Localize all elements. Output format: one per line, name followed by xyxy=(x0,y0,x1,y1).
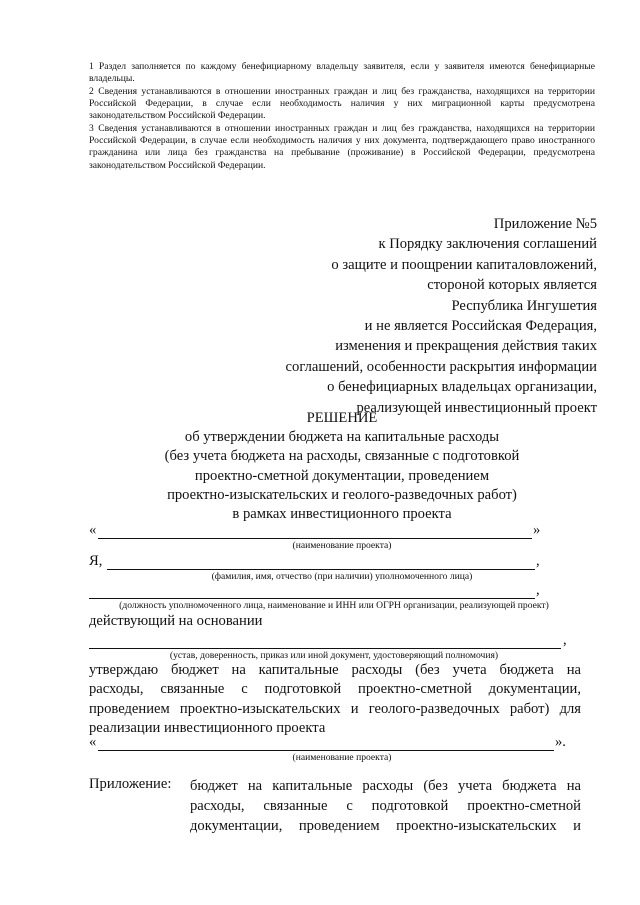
comma: , xyxy=(536,553,540,569)
title-line: в рамках инвестиционного проекта xyxy=(232,506,452,523)
close-quote: » xyxy=(533,522,541,538)
title-line: проектно-сметной документации, проведением xyxy=(194,467,490,484)
comma: , xyxy=(536,582,540,598)
decision-title xyxy=(89,409,595,524)
fio-caption: (фамилия, имя, отчество (при наличии) уполномоченного лица) xyxy=(211,571,473,582)
basis-caption: (устав, доверенность, приказ или иной документ, удостоверяющий полномочия) xyxy=(169,650,499,661)
footnote-1: 1 Раздел заполняется по каждому бенефициарному владельцу заявителя, если у заявителя имеются бенефициарные владельцы. xyxy=(89,61,595,85)
acting-on-label: действующий на основании xyxy=(89,613,263,629)
footnote-2: 2 Сведения устанавливаются в отношении иностранных граждан и лиц без гражданства, находящихся на территории Российской Федерации, в случае если необходимость наличия у них миграционной карты предусмотрена законодательством Российской Федерации. xyxy=(89,85,595,122)
title-line: об утверждении бюджета на капитальные расходы xyxy=(184,429,500,446)
appendix-line: Приложение №5 xyxy=(493,216,597,232)
appendix-line: к Порядку заключения соглашений xyxy=(378,236,597,253)
project-name-field-2[interactable] xyxy=(98,750,554,751)
attachment-line: документации, проведением проектно-изыскательских и xyxy=(190,818,581,834)
attachment-line: расходы, связанные с подготовкой проектно-сметной xyxy=(190,798,581,814)
approval-paragraph xyxy=(89,661,581,739)
footnote-3: 3 Сведения устанавливаются в отношении иностранных граждан и лиц без гражданства, находящихся на территории Российской Федерации, в случае если необходимость наличия у них документа, подтверждающего право иностранного гражданина или лица без гражданства на пребывание (проживание) в Российской Федерации, предусмотрена законодательством Российской Федерации. xyxy=(89,123,595,171)
fio-field[interactable] xyxy=(107,569,535,570)
ya-label: Я, xyxy=(89,553,103,569)
appendix-line: стороной которых является xyxy=(427,277,597,294)
open-quote: « xyxy=(89,734,97,750)
title-line: (без учета бюджета на расходы, связанные с подготовкой xyxy=(164,448,520,465)
appendix-line: соглашений, особенности раскрытия информации xyxy=(285,358,597,375)
position-field[interactable] xyxy=(89,598,535,599)
paragraph-line: расходы, связанные с подготовкой проектно-сметной документации, xyxy=(89,681,581,698)
paragraph-line: проведением проектно-изыскательских и геолого-разведочных работ) для xyxy=(89,700,581,717)
open-quote: « xyxy=(89,522,97,538)
comma: , xyxy=(563,632,567,648)
project-name-caption: (наименование проекта) xyxy=(292,540,392,551)
attachment-line: бюджет на капитальные расходы (без учета бюджета на xyxy=(190,778,581,794)
appendix-line: Республика Ингушетия xyxy=(451,297,597,314)
attachment-label: Приложение: xyxy=(89,776,172,792)
appendix-line: изменения и прекращения действия таких xyxy=(335,338,597,355)
footnotes xyxy=(89,61,595,172)
appendix-line: и не является Российская Федерация, xyxy=(364,318,597,335)
close-quote-period: ». xyxy=(555,734,566,750)
position-caption: (должность уполномоченного лица, наименование и ИНН или ОГРН организации, реализующей проект) xyxy=(119,600,549,611)
appendix-header xyxy=(217,214,597,418)
paragraph-line: утверждаю бюджет на капитальные расходы (без учета бюджета на xyxy=(89,662,581,678)
appendix-line: о бенефициарных владельцах организации, xyxy=(327,379,597,396)
appendix-line: о защите и поощрении капиталовложений, xyxy=(331,256,597,273)
project-name-field[interactable] xyxy=(98,538,532,539)
project-name-caption-2: (наименование проекта) xyxy=(292,752,392,763)
basis-field[interactable] xyxy=(89,648,561,649)
paragraph-line: реализации инвестиционного проекта xyxy=(89,720,326,737)
decision-heading: РЕШЕНИЕ xyxy=(306,410,378,426)
title-line: проектно-изыскательских и геолого-разведочных работ) xyxy=(167,486,517,503)
attachment-text xyxy=(190,776,581,836)
appendix-line: реализующей инвестиционный проект xyxy=(356,399,597,416)
